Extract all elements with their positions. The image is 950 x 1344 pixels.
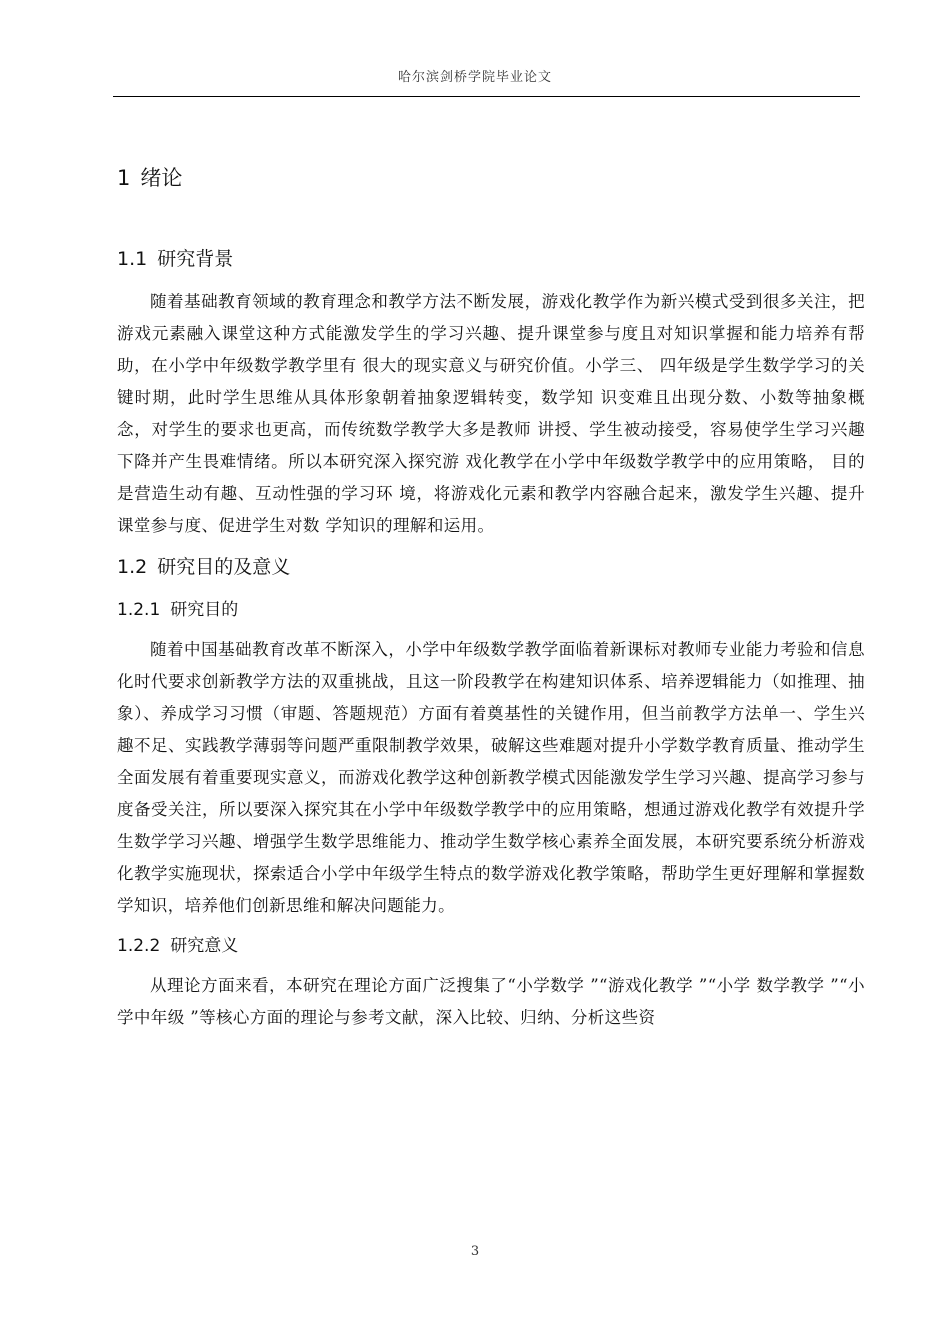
page-number: 3 [470,1244,480,1259]
section-title: 研究背景 [157,248,234,270]
section-heading-1-2 [117,550,865,584]
subsection-heading-1-2-1 [117,594,865,626]
page-body [117,160,865,1042]
subsection-number: 1.2.2 [117,936,161,956]
subsection-heading-1-2-2 [117,930,865,962]
subsection-title: 研究意义 [170,936,239,956]
section-number: 1.2 [117,556,148,578]
subsection-title: 研究目的 [170,600,239,620]
chapter-heading [117,160,865,196]
paragraph-research-significance: 从理论方面来看，本研究在理论方面广泛搜集了“小学数学 ”“游戏化教学 ”“小学 数学教学 ”“小学中年级 ”等核心方面的理论与参考文献，深入比较、归纳、分析这些资 [117,976,865,1027]
section-number: 1.1 [117,248,148,270]
paragraph-research-purpose: 随着中国基础教育改革不断深入，小学中年级数学教学面临着新课标对教师专业能力考验和信息化时代要求创新教学方法的双重挑战，且这一阶段教学在构建知识体系、培养逻辑能力（如推理、抽象）、养成学习习惯（审题、答题规范）方面有着奠基性的关键作用，但当前教学方法单一、学生兴趣不足、实践教学薄弱等问题严重限制教学效果，破解这些难题对提升小学数学教育质量、推动学生全面发展有着重要现实意义，而游戏化教学这种创新教学模式因能激发学生学习兴趣、提高学习参与度备受关注，所以要深入探究其在小学中年级数学教学中的应用策略，想通过游戏化教学有效提升学生数学学习兴趣、增强学生数学思维能力、推动学生数学核心素养全面发展，本研究要系统分析游戏化教学实施现状，探索适合小学中年级学生特点的数学游戏化教学策略，帮助学生更好理解和掌握数学知识，培养他们创新思维和解决问题能力。 [117,640,865,915]
paragraph-research-background: 随着基础教育领域的教育理念和教学方法不断发展，游戏化教学作为新兴模式受到很多关注，把游戏元素融入课堂这种方式能激发学生的学习兴趣、提升课堂参与度且对知识掌握和能力培养有帮助，在小学中年级数学教学里有 很大的现实意义与研究价值。小学三、 四年级是学生数学学习的关键时期，此时学生思维从具体形象朝着抽象逻辑转变，数学知 识变难且出现分数、小数等抽象概念，对学生的要求也更高，而传统数学教学大多是教师 讲授、学生被动接受，容易使学生学习兴趣下降并产生畏难情绪。所以本研究深入探究游 戏化教学在小学中年级数学教学中的应用策略， 目的是营造生动有趣、互动性强的学习环 境，将游戏化元素和教学内容融合起来，激发学生兴趣、提升课堂参与度、促进学生对数 学知识的理解和运用。 [117,292,865,535]
page-header: 哈尔滨剑桥学院毕业论文 [397,70,552,85]
section-title: 研究目的及意义 [157,556,291,578]
header-divider [113,96,860,97]
section-heading-1-1 [117,242,865,276]
chapter-number: 1 [117,166,131,190]
subsection-number: 1.2.1 [117,600,161,620]
chapter-title: 绪论 [140,166,183,190]
